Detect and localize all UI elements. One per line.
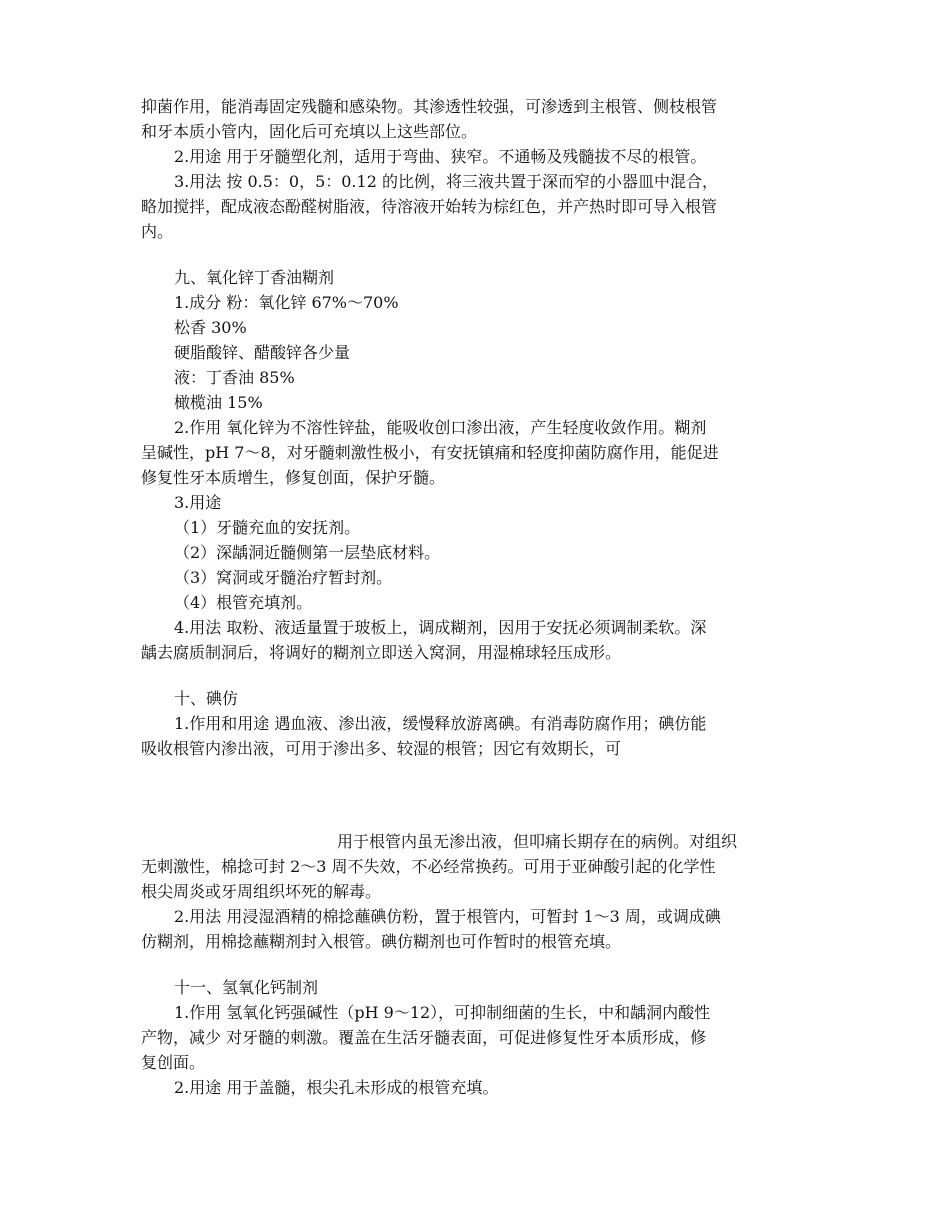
text-line: 用于根管内虽无渗出液，但叩痛长期存在的病例。对组织 [337, 832, 738, 851]
text-line: 橄榄油 15% [174, 393, 263, 412]
text-line: 1.作用 氢氧化钙强碱性（pH 9～12），可抑制细菌的生长，中和龋洞内酸性 [174, 1003, 711, 1022]
text-line: 2.用途 用于盖髓，根尖孔未形成的根管充填。 [174, 1078, 499, 1097]
text-line: 硬脂酸锌、醋酸锌各少量 [174, 343, 351, 362]
text-line: 无刺激性，棉捻可封 2～3 周不失效，不必经常换药。可用于亚砷酸引起的化学性 [141, 857, 716, 876]
text-line: 2.作用 氧化锌为不溶性锌盐，能吸收创口渗出液，产生轻度收敛作用。糊剂 [174, 418, 707, 437]
text-line: 根尖周炎或牙周组织坏死的解毒。 [141, 882, 382, 901]
text-line: 和牙本质小管内，固化后可充填以上这些部位。 [141, 122, 478, 141]
text-line: 1.作用和用途 遇血液、渗出液，缓慢释放游离碘。有消毒防腐作用；碘仿能 [174, 714, 707, 733]
text-line: 修复性牙本质增生，修复创面，保护牙髓。 [141, 468, 446, 487]
text-line: 1.成分 粉：氧化锌 67%～70% [174, 293, 399, 312]
list-item: （4）根管充填剂。 [174, 593, 313, 612]
text-line: 松香 30% [174, 318, 247, 337]
section-heading: 九、氧化锌丁香油糊剂 [174, 268, 335, 287]
text-line: 液：丁香油 85% [174, 368, 295, 387]
text-line: 抑菌作用，能消毒固定残髓和感染物。其渗透性较强，可渗透到主根管、侧枝根管 [141, 97, 718, 116]
text-line: 呈碱性，pH 7～8，对牙髓刺激性极小，有安抚镇痛和轻度抑菌防腐作用，能促进 [141, 443, 719, 462]
text-line: 2.用途 用于牙髓塑化剂，适用于弯曲、狭窄。不通畅及残髓拔不尽的根管。 [174, 147, 707, 166]
text-line: 略加搅拌，配成液态酚醛树脂液，待溶液开始转为棕红色，并产热时即可导入根管 [141, 197, 718, 216]
text-line: 仿糊剂，用棉捻蘸糊剂封入根管。碘仿糊剂也可作暂时的根管充填。 [141, 932, 622, 951]
list-item: （2）深龋洞近髓侧第一层垫底材料。 [174, 543, 441, 562]
text-line: 吸收根管内渗出液，可用于渗出多、较湿的根管；因它有效期长，可 [141, 739, 622, 758]
text-line: 4.用法 取粉、液适量置于玻板上，调成糊剂，因用于安抚必须调制柔软。深 [174, 618, 707, 637]
section-heading: 十一、氢氧化钙制剂 [174, 978, 319, 997]
list-item: （1）牙髓充血的安抚剂。 [174, 518, 361, 537]
text-line: 复创面。 [141, 1053, 206, 1072]
section-heading: 十、碘仿 [174, 689, 239, 708]
text-line: 内。 [141, 222, 174, 241]
text-line: 龋去腐质制洞后，将调好的糊剂立即送入窝洞，用湿棉球轻压成形。 [141, 643, 622, 662]
text-line: 3.用途 [174, 493, 222, 512]
text-line: 产物，减少 对牙髓的刺激。覆盖在生活牙髓表面，可促进修复性牙本质形成，修 [141, 1028, 707, 1047]
text-line: 2.用法 用浸湿酒精的棉捻蘸碘仿粉，置于根管内，可暂封 1～3 周，或调成碘 [174, 907, 721, 926]
text-line: 3.用法 按 0.5：0，5：0.12 的比例，将三液共置于深而窄的小器皿中混合， [174, 172, 718, 191]
list-item: （3）窝洞或牙髓治疗暂封剂。 [174, 568, 393, 587]
